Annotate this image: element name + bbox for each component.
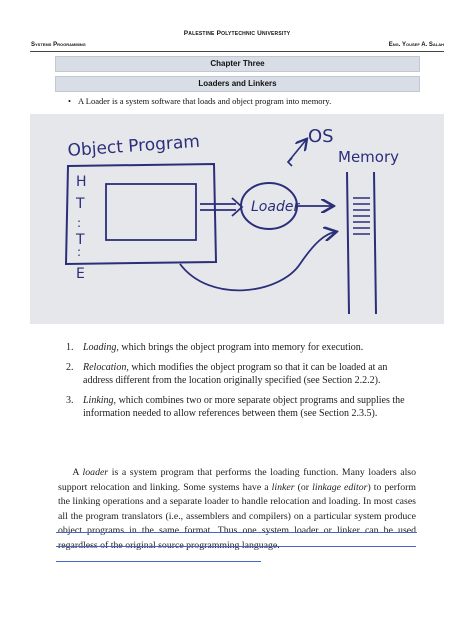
h-letter: H (76, 174, 87, 190)
list-item: 3. Linking, which combines two or more separate object programs and supplies the information needed to allow references between them (see Section 2.3.5). (66, 394, 405, 419)
term-relocation: Relocation, (83, 361, 129, 373)
term-linking: Linking, (83, 394, 117, 406)
loader-paragraph: A loader is a system program that performs the loading function. Many loaders also support relocation and linking. Some systems have a linker (or linkage editor) to perform the linking operations and a separate loader to handle relocation and loading. In most cases all the program translators (i.e., assemblers and compilers) on a particular system produce object programs in the same format. Thus one system loader or linker can be used regardless of the original source programming language. (58, 467, 417, 551)
term-loading: Loading, (83, 342, 119, 353)
t-letter-2: T (76, 232, 85, 248)
loader-label: Loader (251, 199, 300, 215)
memory-label: Memory (338, 148, 400, 166)
list-item: 1. Loading, which brings the object program into memory for execution. (66, 342, 364, 353)
course-name: Systems Programming (31, 42, 86, 48)
term-loader: loader (82, 467, 109, 478)
highlight-underline-3 (56, 561, 261, 562)
dots-2: : (77, 245, 82, 259)
bullet-icon: • (68, 96, 71, 106)
chapter-title: Chapter Three (55, 56, 420, 72)
object-program-label: Object Program (66, 131, 201, 161)
term-linkage-editor: linkage editor (312, 481, 368, 493)
function-list (66, 341, 414, 427)
memory-lines (353, 198, 370, 234)
term-linker: linker (271, 481, 295, 493)
loader-diagram (30, 114, 444, 324)
chapter-subtitle: Loaders and Linkers (55, 76, 420, 92)
bullet-text: A Loader is a system software that loads and object program into memory. (78, 96, 332, 106)
university-name: Palestine Polytechnic University (183, 30, 291, 37)
dots-1: : (77, 216, 82, 230)
highlight-underline-2 (56, 546, 416, 547)
os-label: OS (308, 126, 334, 147)
e-letter: E (76, 266, 85, 282)
header-rule (30, 51, 444, 52)
whiteboard-photo (30, 114, 444, 324)
instructor-name: Eng. Yousef A. Salah (388, 42, 444, 48)
definition-bullet (68, 96, 408, 106)
list-item: 2. Relocation, which modifies the object program so that it can be loaded at an address different from the location originally specified (see Section 2.2.2). (66, 361, 388, 386)
highlight-underline-1 (56, 532, 417, 533)
t-letter-1: T (76, 196, 85, 212)
